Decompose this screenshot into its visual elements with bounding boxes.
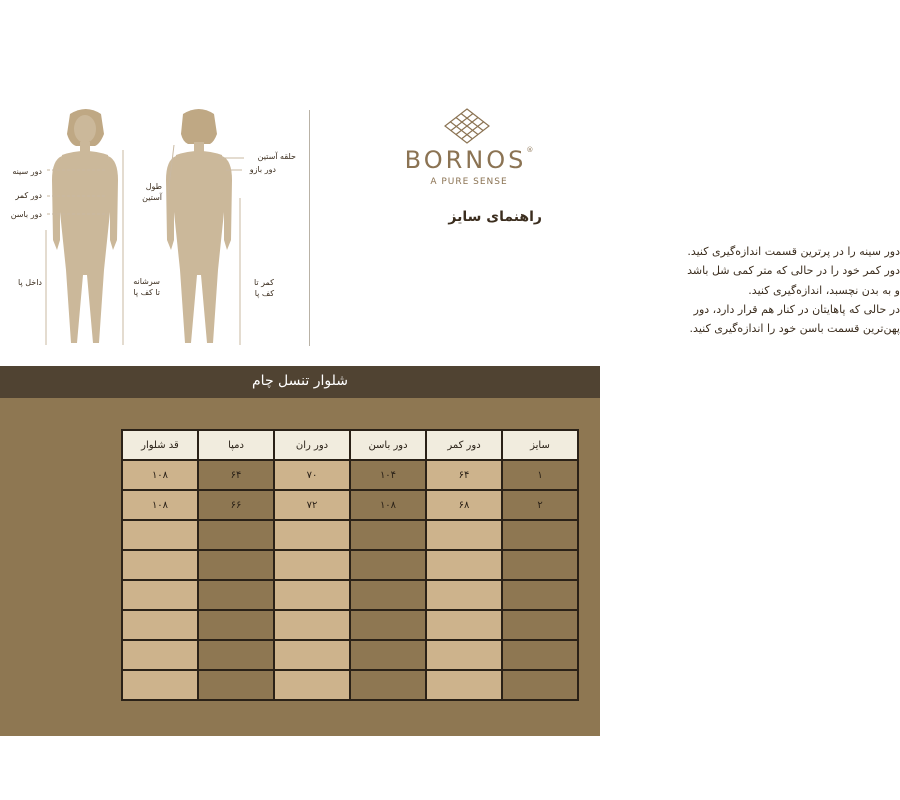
table-cell (198, 550, 274, 580)
front-figure (52, 109, 118, 343)
table-header-row (122, 430, 578, 460)
instruction-line: پهن‌ترین قسمت باسن خود را اندازه‌گیری کنید. (689, 322, 900, 336)
label-chest: دور سینه (12, 167, 42, 176)
table-cell: ۷۰ (274, 460, 350, 490)
table-row (122, 490, 578, 520)
label-armhole: حلقه آستین (257, 152, 296, 161)
table-row (122, 610, 578, 640)
table-header-cell: دور ران (274, 430, 350, 460)
brand-name (384, 146, 554, 174)
table-cell: ۶۸ (426, 490, 502, 520)
table-cell (122, 580, 198, 610)
size-guide-title: راهنمای سایز (448, 209, 542, 225)
registered-mark: ® (526, 146, 534, 154)
label-waist-to-sole-1: کمر تا (253, 278, 274, 287)
label-sleeve-1: طول (145, 182, 162, 191)
table-cell (350, 610, 426, 640)
table-cell (198, 580, 274, 610)
table-row (122, 520, 578, 550)
table-cell (122, 640, 198, 670)
table-cell (122, 670, 198, 700)
table-cell (122, 610, 198, 640)
size-table (121, 429, 579, 701)
size-guide-instructions (300, 242, 900, 338)
table-row (122, 550, 578, 580)
label-shoulder-to-sole-2: تا کف پا (133, 288, 160, 297)
table-cell: ۶۴ (426, 460, 502, 490)
table-cell (350, 670, 426, 700)
table-cell (502, 550, 578, 580)
table-cell (350, 580, 426, 610)
table-cell (198, 520, 274, 550)
table-cell (198, 610, 274, 640)
table-cell: ۷۲ (274, 490, 350, 520)
table-cell (426, 610, 502, 640)
table-cell (274, 550, 350, 580)
table-cell (426, 520, 502, 550)
brand-name-text: BORNOS (404, 146, 527, 174)
table-cell (274, 520, 350, 550)
table-cell: ۱ (502, 460, 578, 490)
bottom-blank-band (0, 736, 600, 800)
table-cell (274, 610, 350, 640)
table-header-cell: دور باسن (350, 430, 426, 460)
bornos-logo-icon (440, 106, 494, 146)
table-row (122, 640, 578, 670)
table-cell (274, 670, 350, 700)
label-waist: دور کمر (15, 191, 42, 200)
label-hip: دور باسن (10, 210, 42, 219)
instruction-line: در حالی که پاهایتان در کنار هم قرار دارد، دور (693, 302, 900, 316)
instruction-line: و به بدن نچسبد، اندازه‌گیری کنید. (748, 283, 900, 297)
table-cell (502, 610, 578, 640)
table-row (122, 460, 578, 490)
label-waist-to-sole-2: کف پا (254, 289, 274, 298)
table-cell (350, 550, 426, 580)
product-title: شلوار تنسل چام (252, 373, 348, 389)
table-header-cell: سایز (502, 430, 578, 460)
label-inseam: داخل پا (18, 278, 42, 287)
table-cell: ۱۰۸ (350, 490, 426, 520)
table-header-cell: دمپا (198, 430, 274, 460)
table-cell (426, 670, 502, 700)
back-figure (166, 109, 232, 343)
table-cell: ۲ (502, 490, 578, 520)
table-cell (198, 640, 274, 670)
table-cell (426, 640, 502, 670)
body-measurement-illustration (0, 100, 305, 355)
label-sleeve-2: آستین (142, 193, 162, 202)
table-header-cell: قد شلوار (122, 430, 198, 460)
table-cell: ۱۰۸ (122, 460, 198, 490)
table-cell (502, 580, 578, 610)
label-arm: دور بازو (249, 165, 276, 174)
table-cell: ۶۴ (198, 460, 274, 490)
table-cell (426, 550, 502, 580)
table-cell (502, 520, 578, 550)
table-cell (274, 580, 350, 610)
top-blank-band (0, 0, 600, 91)
table-cell: ۱۰۸ (122, 490, 198, 520)
label-shoulder-to-sole-1: سرشانه (133, 277, 160, 286)
table-cell (122, 520, 198, 550)
table-cell (350, 640, 426, 670)
table-cell (502, 670, 578, 700)
table-row (122, 670, 578, 700)
table-row (122, 580, 578, 610)
table-header-cell: دور کمر (426, 430, 502, 460)
table-cell (274, 640, 350, 670)
table-cell: ۶۶ (198, 490, 274, 520)
table-cell: ۱۰۴ (350, 460, 426, 490)
table-cell (350, 520, 426, 550)
table-cell (426, 580, 502, 610)
instruction-line: دور سینه را در پرترین قسمت اندازه‌گیری کنید. (687, 245, 900, 258)
brand-tagline: A PURE SENSE (430, 177, 508, 187)
instruction-line: دور کمر خود را در حالی که متر کمی شل باشد (687, 264, 900, 278)
table-cell (502, 640, 578, 670)
table-cell (122, 550, 198, 580)
table-cell (198, 670, 274, 700)
